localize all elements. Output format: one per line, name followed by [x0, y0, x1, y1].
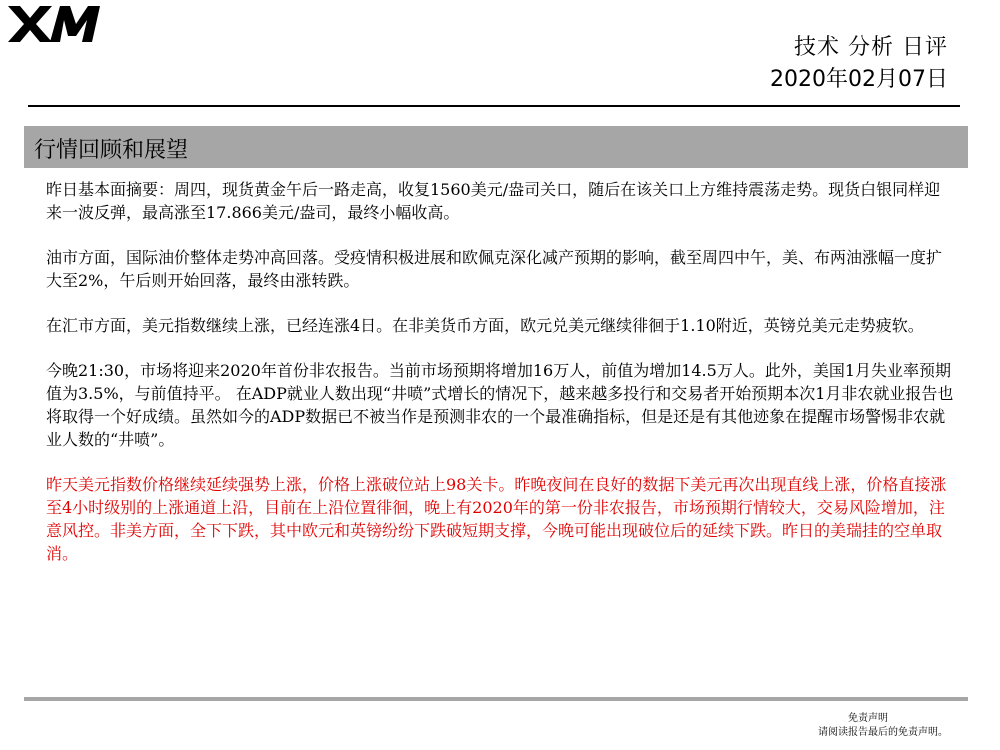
footer-divider — [24, 697, 968, 701]
paragraph-forex: 在汇市方面，美元指数继续上涨，已经连涨4日。在非美货币方面，欧元兑美元继续徘徊于1.10附近，英镑兑美元走势疲软。 — [46, 316, 924, 335]
paragraph-fundamentals: 昨日基本面摘要：周四，现货黄金午后一路走高，收复1560美元/盎司关口，随后在该关口上方维持震荡走势。现货白银同样迎来一波反弹，最高涨至17.866美元/盎司，最终小幅收高。 — [46, 180, 941, 222]
report-body — [46, 178, 956, 587]
section-header-bar — [24, 126, 968, 168]
section-title: 行情回顾和展望 — [34, 138, 189, 163]
disclaimer-text: 请阅读报告最后的免责声明。 — [818, 727, 948, 738]
header-divider — [28, 105, 960, 107]
report-date: 2020年02月07日 — [770, 67, 948, 92]
disclaimer-title: 免责声明 — [848, 713, 888, 724]
paragraph-dollar-analysis: 昨天美元指数价格继续延续强势上涨，价格上涨破位站上98关卡。昨晚夜间在良好的数据下美元再次出现直线上涨，价格直接涨至4小时级别的上涨通道上沿，目前在上沿位置徘徊，晚上有2020年的第一份非农报告，市场预期行情较大，交易风险增加，注意风控。非美方面，全下下跌，其中欧元和英镑纷纷下跌破短期支撑，今晚可能出现破位后的延续下跌。昨日的美瑞挂的空单取消。 — [46, 475, 947, 563]
xm-logo — [4, 4, 104, 44]
paragraph-nonfarm: 今晚21:30，市场将迎来2020年首份非农报告。当前市场预期将增加16万人，前值为增加14.5万人。此外，美国1月失业率预期值为3.5%，与前值持平。 在ADP就业人数出现“井喷”式增长的情况下，越来越多投行和交易者开始预期本次1月非农就业报告也将取得一个好成绩。虽然如今的ADP数据已不被当作是预测非农的一个最准确指标，但是还是有其他迹象在提醒市场警惕非农就业人数的“井喷”。 — [46, 361, 954, 449]
paragraph-oil: 油市方面，国际油价整体走势冲高回落。受疫情积极进展和欧佩克深化减产预期的影响，截至周四中午，美、布两油涨幅一度扩大至2%，午后则开始回落，最终由涨转跌。 — [46, 248, 943, 290]
report-title: 技术 分析 日评 — [794, 35, 948, 60]
disclaimer — [818, 712, 948, 740]
